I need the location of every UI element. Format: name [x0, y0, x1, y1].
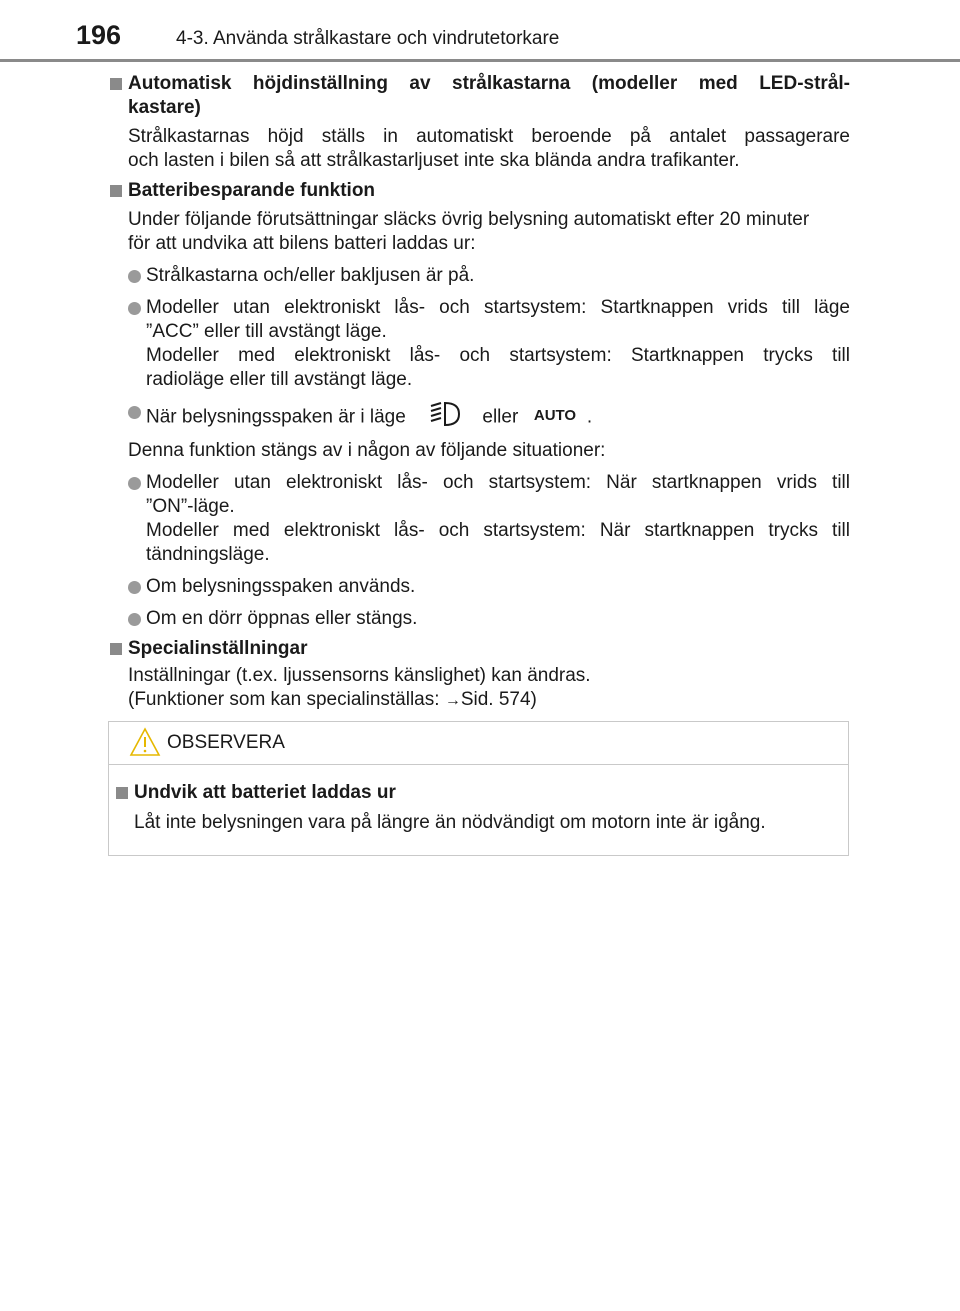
page-content: [110, 72, 850, 719]
section-heading: [110, 179, 850, 203]
circle-bullet-icon: [128, 613, 141, 626]
square-bullet-icon: [110, 643, 122, 655]
list-item-text: Om belysningsspaken används.: [146, 576, 416, 597]
heading-text: Specialinställningar: [128, 638, 308, 659]
arrow-right-icon: →: [444, 692, 461, 709]
svg-text:AUTO: AUTO: [533, 407, 576, 424]
section-heading: [110, 72, 850, 120]
text-line: Strålkastarnas höjd ställs in automatiskt beroende på antalet passagerare: [128, 126, 850, 147]
circle-bullet-icon: [128, 477, 141, 490]
notice-box: [108, 721, 849, 856]
list-item: [110, 296, 850, 392]
section-custom-settings: [110, 637, 850, 713]
text-line: (Funktioner som kan specialinställas:: [128, 689, 440, 710]
list-item-text: Modeller med elektroniskt lås- och startsystem: När startknappen trycks till: [146, 520, 850, 541]
section-text: [110, 208, 850, 256]
section-text: [110, 125, 850, 173]
list-item-text: radioläge eller till avstängt läge.: [146, 369, 413, 390]
list-item: [110, 575, 850, 599]
text-line: Inställningar (t.ex. ljussensorns känslighet) kan ändras.: [128, 665, 591, 686]
headlight-icon: [429, 400, 463, 435]
square-bullet-icon: [110, 78, 122, 90]
section-auto-leveling: [110, 72, 850, 173]
notice-text: Låt inte belysningen vara på längre än nödvändigt om motorn inte är igång.: [134, 812, 766, 833]
notice-heading-text: Undvik att batteriet laddas ur: [134, 782, 396, 803]
text-line: Under följande förutsättningar släcks övrig belysning automatiskt efter 20 minuter: [128, 209, 810, 230]
circle-bullet-icon: [128, 406, 141, 419]
heading-line: kastare): [128, 97, 201, 118]
list-item-text: Strålkastarna och/eller bakljusen är på.: [146, 265, 475, 286]
notice-body: [109, 765, 848, 835]
circle-bullet-icon: [128, 270, 141, 283]
page-header: [0, 0, 960, 62]
circle-bullet-icon: [128, 302, 141, 315]
auto-light-icon: [532, 404, 578, 431]
page-link[interactable]: Sid. 574): [460, 689, 537, 710]
notice-heading: [116, 781, 848, 805]
notice-header: [109, 722, 848, 765]
list-item: [110, 264, 850, 288]
list-item-text: När belysningsspaken är i läge: [146, 406, 406, 428]
section-text: [110, 439, 850, 463]
text-line: för att undvika att bilens batteri laddas ur:: [128, 233, 476, 254]
square-bullet-icon: [110, 185, 122, 197]
header-divider: [0, 59, 960, 62]
list-item-text: ”ACC” eller till avstängt läge.: [146, 321, 387, 342]
list-item-text: ”ON”-läge.: [146, 496, 235, 517]
chapter-title: 4-3. Använda strålkastare och vindrutetorkare: [176, 28, 560, 49]
list-item: [110, 471, 850, 567]
list-item: [110, 400, 850, 435]
list-item-text: Modeller utan elektroniskt lås- och startsystem: När startknappen vrids till: [146, 472, 850, 493]
text-line: Denna funktion stängs av i någon av följande situationer:: [128, 440, 606, 461]
text-line: och lasten i bilen så att strålkastarljuset inte ska blända andra trafikanter.: [128, 150, 740, 171]
heading-line: Automatisk höjdinställning av strålkastarna (modeller med LED-strål-: [128, 73, 850, 94]
list-item-text: Modeller med elektroniskt lås- och startsystem: Startknappen trycks till: [146, 345, 850, 366]
section-battery-saver: [110, 179, 850, 631]
circle-bullet-icon: [128, 581, 141, 594]
section-heading: [110, 637, 850, 661]
list-item-text: tändningsläge.: [146, 544, 270, 565]
notice-title: OBSERVERA: [167, 732, 285, 753]
list-item-text: eller: [482, 406, 519, 428]
page-number: 196: [76, 20, 122, 50]
list-item-text: .: [586, 406, 593, 428]
list-item-text: Om en dörr öppnas eller stängs.: [146, 608, 418, 629]
square-bullet-icon: [116, 787, 128, 799]
section-text: [110, 664, 850, 713]
page-reference: [128, 688, 850, 713]
heading-text: Batteribesparande funktion: [128, 180, 376, 201]
warning-triangle-icon: [129, 727, 161, 762]
list-item-text: Modeller utan elektroniskt lås- och startsystem: Startknappen vrids till läge: [146, 297, 850, 318]
list-item: [110, 607, 850, 631]
